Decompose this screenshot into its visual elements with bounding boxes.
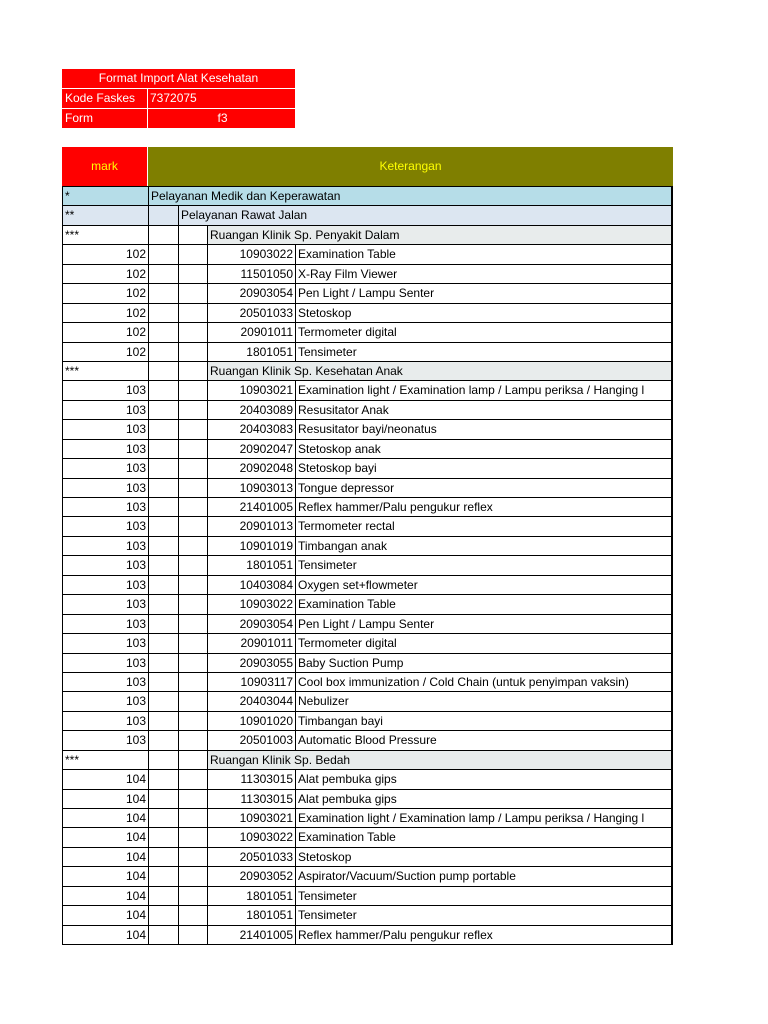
row-room-title[interactable]: Ruangan Klinik Sp. Bedah xyxy=(208,751,671,769)
table-row[interactable] xyxy=(63,555,671,574)
row-cell[interactable] xyxy=(149,304,179,322)
column-header-mark: mark xyxy=(62,147,148,186)
row-cell[interactable] xyxy=(179,809,208,827)
table-row[interactable] xyxy=(63,244,671,263)
row-cell[interactable] xyxy=(179,440,208,458)
row-code[interactable]: 10903013 xyxy=(208,479,296,497)
table-row[interactable] xyxy=(63,342,671,361)
row-mark[interactable]: 103 xyxy=(63,420,149,438)
row-cell[interactable] xyxy=(179,304,208,322)
row-mark[interactable]: 103 xyxy=(63,381,149,399)
row-item-name[interactable]: Stetoskop anak xyxy=(298,441,381,456)
table-row[interactable] xyxy=(63,361,671,380)
table-header xyxy=(62,147,673,186)
row-code[interactable]: 20403083 xyxy=(208,420,296,438)
row-item-name[interactable]: Oxygen set+flowmeter xyxy=(298,577,418,592)
table-body xyxy=(62,186,673,945)
table-row[interactable] xyxy=(63,925,671,944)
row-item-name[interactable]: Examination Table xyxy=(298,830,396,845)
row-cell[interactable] xyxy=(179,848,208,866)
row-mark[interactable]: 104 xyxy=(63,790,149,808)
row-cell[interactable] xyxy=(149,926,179,944)
row-item-name[interactable]: Tensimeter xyxy=(298,558,357,573)
table-row[interactable] xyxy=(63,264,671,283)
form-value[interactable]: f3 xyxy=(217,111,228,125)
row-cell[interactable] xyxy=(179,381,208,399)
row-code[interactable]: 10903021 xyxy=(208,809,296,827)
row-cell[interactable] xyxy=(149,615,179,633)
row-code[interactable]: 1801051 xyxy=(208,887,296,905)
row-cell[interactable] xyxy=(149,245,179,263)
table-row[interactable] xyxy=(63,516,671,535)
row-item-name[interactable]: Termometer rectal xyxy=(298,519,395,534)
row-code[interactable]: 20903054 xyxy=(208,284,296,302)
table-row[interactable] xyxy=(63,536,671,555)
row-cell[interactable] xyxy=(149,770,179,788)
row-code[interactable]: 10403084 xyxy=(208,576,296,594)
row-mark[interactable]: * xyxy=(63,187,149,205)
row-cell[interactable] xyxy=(149,284,179,302)
table-row[interactable] xyxy=(63,439,671,458)
row-cell[interactable] xyxy=(149,479,179,497)
row-cell[interactable] xyxy=(149,420,179,438)
row-cell[interactable] xyxy=(149,731,179,749)
table-row[interactable] xyxy=(63,633,671,652)
row-mark[interactable]: 104 xyxy=(63,926,149,944)
row-cell[interactable] xyxy=(179,731,208,749)
row-cell[interactable] xyxy=(179,867,208,885)
kode-faskes-row xyxy=(62,89,295,109)
row-mark[interactable]: 103 xyxy=(63,537,149,555)
row-item-name[interactable]: Tongue depressor xyxy=(298,480,395,495)
row-cell[interactable] xyxy=(179,265,208,283)
row-item-name[interactable]: Cool box immunization / Cold Chain (untuk penyimpan vaksin) xyxy=(298,674,629,689)
row-cell[interactable] xyxy=(149,226,179,244)
row-mark[interactable]: 103 xyxy=(63,712,149,730)
row-code[interactable]: 20403089 xyxy=(208,401,296,419)
table-row[interactable] xyxy=(63,827,671,846)
row-item-name[interactable]: Reflex hammer/Palu pengukur reflex xyxy=(298,500,493,514)
row-cell[interactable] xyxy=(149,848,179,866)
table-row[interactable] xyxy=(63,886,671,905)
row-item-name[interactable]: Termometer digital xyxy=(298,636,397,651)
row-mark[interactable]: 103 xyxy=(63,654,149,672)
row-item-name[interactable]: Nebulizer xyxy=(298,694,349,709)
row-code[interactable]: 11303015 xyxy=(208,770,296,788)
row-item-name[interactable]: Examination Table xyxy=(298,597,396,612)
row-cell[interactable] xyxy=(149,323,179,341)
row-code[interactable]: 1801051 xyxy=(208,556,296,574)
row-cell[interactable] xyxy=(179,517,208,535)
table-row[interactable] xyxy=(63,672,671,691)
table-row[interactable] xyxy=(63,653,671,672)
row-cell[interactable] xyxy=(149,673,179,691)
row-cell[interactable] xyxy=(179,479,208,497)
table-row[interactable] xyxy=(63,400,671,419)
row-cell[interactable] xyxy=(149,634,179,652)
row-cell[interactable] xyxy=(179,245,208,263)
row-section-title[interactable]: Pelayanan Medik dan Keperawatan xyxy=(151,189,341,203)
row-code[interactable]: 20501033 xyxy=(208,848,296,866)
row-code[interactable]: 10903022 xyxy=(208,828,296,846)
row-cell[interactable] xyxy=(179,556,208,574)
row-mark[interactable]: ** xyxy=(63,206,149,224)
table-row[interactable] xyxy=(63,905,671,924)
row-cell[interactable] xyxy=(149,265,179,283)
table-row[interactable] xyxy=(63,303,671,322)
row-mark[interactable]: 103 xyxy=(63,615,149,633)
row-code[interactable]: 20501003 xyxy=(208,731,296,749)
row-mark[interactable]: *** xyxy=(63,226,149,244)
row-item-name[interactable]: Tensimeter xyxy=(298,888,357,903)
row-cell[interactable] xyxy=(149,809,179,827)
table-row[interactable] xyxy=(63,866,671,885)
row-cell[interactable] xyxy=(179,420,208,438)
row-mark[interactable]: 104 xyxy=(63,887,149,905)
row-cell[interactable] xyxy=(179,654,208,672)
row-cell[interactable] xyxy=(179,362,208,380)
row-code[interactable]: 20901013 xyxy=(208,517,296,535)
header-title: Format Import Alat Kesehatan xyxy=(98,71,259,85)
row-item-name[interactable]: Tensimeter xyxy=(298,908,357,923)
row-code[interactable]: 20403044 xyxy=(208,692,296,710)
row-cell[interactable] xyxy=(149,692,179,710)
row-mark[interactable]: 103 xyxy=(63,595,149,613)
row-cell[interactable] xyxy=(149,556,179,574)
table-row[interactable] xyxy=(63,322,671,341)
row-cell[interactable] xyxy=(149,381,179,399)
row-cell[interactable] xyxy=(149,712,179,730)
row-cell[interactable] xyxy=(179,576,208,594)
row-cell[interactable] xyxy=(149,401,179,419)
row-item-name[interactable]: Alat pembuka gips xyxy=(298,791,397,806)
row-mark[interactable]: 103 xyxy=(63,576,149,594)
row-item-name[interactable]: Stetoskop xyxy=(298,849,352,864)
row-cell[interactable] xyxy=(149,751,179,769)
row-cell[interactable] xyxy=(179,401,208,419)
row-mark[interactable]: 102 xyxy=(63,323,149,341)
row-item-name[interactable]: X-Ray Film Viewer xyxy=(298,266,398,281)
row-cell[interactable] xyxy=(149,867,179,885)
import-header xyxy=(62,69,295,129)
row-cell[interactable] xyxy=(179,770,208,788)
row-mark[interactable]: 103 xyxy=(63,673,149,691)
table-row[interactable] xyxy=(63,769,671,788)
table-row[interactable] xyxy=(63,225,671,244)
row-code[interactable]: 10903021 xyxy=(208,381,296,399)
row-item-name[interactable]: Examination Table xyxy=(298,247,396,262)
row-mark[interactable]: 104 xyxy=(63,867,149,885)
row-cell[interactable] xyxy=(179,712,208,730)
row-mark[interactable]: 103 xyxy=(63,479,149,497)
table-row[interactable] xyxy=(63,497,671,516)
table-row[interactable] xyxy=(63,186,671,205)
row-code[interactable]: 10901020 xyxy=(208,712,296,730)
equipment-table xyxy=(62,147,673,945)
row-cell[interactable] xyxy=(179,926,208,944)
row-item-name[interactable]: Aspirator/Vacuum/Suction pump portable xyxy=(298,869,516,884)
row-cell[interactable] xyxy=(179,323,208,341)
row-cell[interactable] xyxy=(179,284,208,302)
row-cell[interactable] xyxy=(149,498,179,516)
row-cell[interactable] xyxy=(149,537,179,555)
row-item-name[interactable]: Reflex hammer/Palu pengukur reflex xyxy=(298,927,493,942)
row-mark[interactable]: 104 xyxy=(63,906,149,924)
row-code[interactable]: 20902048 xyxy=(208,459,296,477)
row-cell[interactable] xyxy=(149,206,179,224)
row-item-name[interactable]: Pen Light / Lampu Senter xyxy=(298,616,435,631)
table-row[interactable] xyxy=(63,575,671,594)
row-cell[interactable] xyxy=(179,537,208,555)
row-code[interactable]: 10903022 xyxy=(208,245,296,263)
row-item-name[interactable]: Stetoskop bayi xyxy=(298,461,377,476)
row-room-title[interactable]: Ruangan Klinik Sp. Kesehatan Anak xyxy=(208,362,671,380)
row-item-name[interactable]: Pen Light / Lampu Senter xyxy=(298,286,435,301)
table-row[interactable] xyxy=(63,614,671,633)
row-cell[interactable] xyxy=(179,828,208,846)
table-row[interactable] xyxy=(63,205,671,224)
row-mark[interactable]: 103 xyxy=(63,440,149,458)
row-mark[interactable]: 103 xyxy=(63,634,149,652)
row-cell[interactable] xyxy=(179,906,208,924)
row-code[interactable]: 10901019 xyxy=(208,537,296,555)
row-cell[interactable] xyxy=(149,790,179,808)
row-code[interactable]: 11303015 xyxy=(208,790,296,808)
table-row[interactable] xyxy=(63,283,671,302)
table-row[interactable] xyxy=(63,789,671,808)
row-subsection-title[interactable]: Pelayanan Rawat Jalan xyxy=(181,208,308,223)
row-cell[interactable] xyxy=(149,654,179,672)
row-cell[interactable] xyxy=(179,615,208,633)
row-code[interactable]: 20901011 xyxy=(208,634,296,652)
row-cell[interactable] xyxy=(179,790,208,808)
row-item-name[interactable]: Tensimeter xyxy=(298,344,357,359)
table-row[interactable] xyxy=(63,594,671,613)
row-cell[interactable] xyxy=(149,887,179,905)
row-item-name[interactable]: Stetoskop xyxy=(298,305,352,320)
row-cell[interactable] xyxy=(179,887,208,905)
form-row xyxy=(62,109,295,129)
row-cell[interactable] xyxy=(179,595,208,613)
table-row[interactable] xyxy=(63,808,671,827)
row-cell[interactable] xyxy=(149,595,179,613)
row-mark[interactable]: 103 xyxy=(63,556,149,574)
row-cell[interactable] xyxy=(179,226,208,244)
row-cell[interactable] xyxy=(149,576,179,594)
kode-faskes-value[interactable]: 7372075 xyxy=(150,91,197,105)
row-cell[interactable] xyxy=(149,343,179,361)
table-row[interactable] xyxy=(63,847,671,866)
row-code[interactable]: 10903022 xyxy=(208,595,296,613)
row-code[interactable]: 20903054 xyxy=(208,615,296,633)
row-item-name[interactable]: Termometer digital xyxy=(298,325,397,340)
row-mark[interactable]: 102 xyxy=(63,245,149,263)
table-row[interactable] xyxy=(63,458,671,477)
table-row[interactable] xyxy=(63,419,671,438)
kode-faskes-label: Kode Faskes xyxy=(62,89,148,108)
row-cell[interactable] xyxy=(179,673,208,691)
row-mark[interactable]: 104 xyxy=(63,809,149,827)
row-mark[interactable]: 103 xyxy=(63,459,149,477)
row-cell[interactable] xyxy=(149,440,179,458)
row-cell[interactable] xyxy=(149,828,179,846)
header-title-row xyxy=(62,69,295,89)
row-mark[interactable]: 103 xyxy=(63,731,149,749)
row-cell[interactable] xyxy=(149,906,179,924)
row-cell[interactable] xyxy=(179,634,208,652)
row-item-name[interactable]: Alat pembuka gips xyxy=(298,772,397,787)
row-code[interactable]: 20902047 xyxy=(208,440,296,458)
row-mark[interactable]: 102 xyxy=(63,343,149,361)
row-item-name[interactable]: Resusitator Anak xyxy=(298,402,389,417)
row-item-name[interactable]: Timbangan bayi xyxy=(298,713,383,728)
row-code[interactable]: 21401005 xyxy=(208,926,296,944)
form-label: Form xyxy=(62,109,148,128)
row-cell[interactable] xyxy=(179,692,208,710)
row-code[interactable]: 11501050 xyxy=(208,265,296,283)
row-cell[interactable] xyxy=(179,498,208,516)
row-item-name[interactable]: Baby Suction Pump xyxy=(298,655,404,670)
row-code[interactable]: 1801051 xyxy=(208,906,296,924)
row-mark[interactable]: *** xyxy=(63,751,149,769)
row-mark[interactable]: 102 xyxy=(63,284,149,302)
row-cell[interactable] xyxy=(179,459,208,477)
row-code[interactable]: 1801051 xyxy=(208,343,296,361)
row-mark[interactable]: 102 xyxy=(63,304,149,322)
row-mark[interactable]: 104 xyxy=(63,828,149,846)
row-item-name[interactable]: Timbangan anak xyxy=(298,538,387,553)
row-code[interactable]: 10903117 xyxy=(208,673,296,691)
row-code[interactable]: 21401005 xyxy=(208,498,296,516)
row-code[interactable]: 20903052 xyxy=(208,867,296,885)
table-row[interactable] xyxy=(63,750,671,769)
table-row[interactable] xyxy=(63,730,671,749)
table-row[interactable] xyxy=(63,380,671,399)
row-room-title[interactable]: Ruangan Klinik Sp. Penyakit Dalam xyxy=(208,226,671,244)
row-mark[interactable]: *** xyxy=(63,362,149,380)
table-row[interactable] xyxy=(63,478,671,497)
row-cell[interactable] xyxy=(179,343,208,361)
row-mark[interactable]: 103 xyxy=(63,517,149,535)
table-row[interactable] xyxy=(63,691,671,710)
row-cell[interactable] xyxy=(179,751,208,769)
table-row[interactable] xyxy=(63,711,671,730)
row-mark[interactable]: 103 xyxy=(63,401,149,419)
row-code[interactable]: 20501033 xyxy=(208,304,296,322)
row-cell[interactable] xyxy=(149,459,179,477)
row-item-name[interactable]: Automatic Blood Pressure xyxy=(298,733,437,748)
row-mark[interactable]: 102 xyxy=(63,265,149,283)
row-mark[interactable]: 104 xyxy=(63,770,149,788)
column-header-keterangan: Keterangan xyxy=(148,147,673,186)
row-mark[interactable]: 104 xyxy=(63,848,149,866)
row-item-name[interactable]: Examination light / Examination lamp / Lampu periksa / Hanging l xyxy=(298,811,645,825)
row-code[interactable]: 20903055 xyxy=(208,654,296,672)
row-cell[interactable] xyxy=(149,517,179,535)
row-mark[interactable]: 103 xyxy=(63,498,149,516)
row-item-name[interactable]: Examination light / Examination lamp / Lampu periksa / Hanging l xyxy=(298,383,645,398)
row-item-name[interactable]: Resusitator bayi/neonatus xyxy=(298,422,437,437)
row-code[interactable]: 20901011 xyxy=(208,323,296,341)
row-mark[interactable]: 103 xyxy=(63,692,149,710)
row-cell[interactable] xyxy=(149,362,179,380)
